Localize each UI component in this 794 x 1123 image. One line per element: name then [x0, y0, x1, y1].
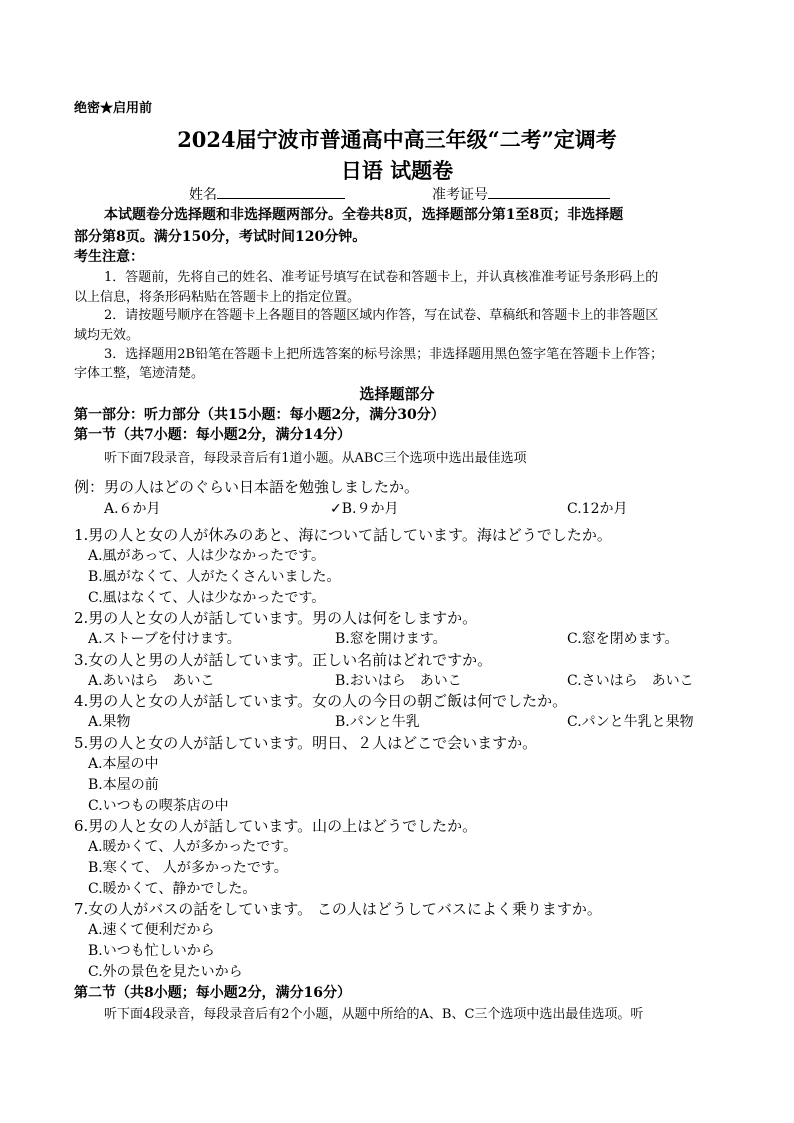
choice-section-title: 选择题部分: [359, 385, 435, 403]
question-1-option-a[interactable]: A.風があって、人は少なかったです。: [88, 548, 326, 564]
question-2-option-c[interactable]: C.窓を閉めます。: [567, 631, 679, 647]
question-7-option-b[interactable]: B.いつも忙しいから: [88, 943, 215, 959]
question-5-option-b[interactable]: B.本屋の前: [88, 777, 159, 793]
notice-item-1-line-2: 以上信息，将条形码粘贴在答题卡上的指定位置。: [74, 290, 361, 305]
notice-item-3-line-2: 字体工整，笔迹清楚。: [74, 366, 205, 381]
intro-line-1: 本试题卷分选择题和非选择题两部分。全卷共8页，选择题部分第1至8页；非选择题: [104, 207, 624, 223]
notice-item-3-line-1: 3．选择题用2B铅笔在答题卡上把所选答案的标号涂黑；非选择题用黑色签字笔在答题卡上作答；: [104, 347, 664, 362]
confidential-label: 绝密★启用前: [74, 101, 153, 116]
question-7: 7.女の人がバスの話をしています。 この人はどうしてバスによく乗りますか。: [74, 900, 602, 918]
sec2-instructions: 听下面4段录音，每段录音后有2个小题，从题中所给的A、B、C三个选项中选出最佳选项。听: [104, 1007, 644, 1022]
question-1-option-b[interactable]: B.風がなくて、人がたくさんいました。: [88, 569, 341, 585]
notice-item-2-line-1: 2．请按题号顺序在答题卡上各题目的答题区域内作答，写在试卷、草稿纸和答题卡上的非答题区: [104, 308, 659, 323]
question-5-option-c[interactable]: C.いつもの喫茶店の中: [88, 798, 229, 814]
name-label: 姓名: [189, 187, 217, 203]
question-4-option-a[interactable]: A.果物: [88, 714, 131, 730]
example-option-a[interactable]: A.６か月: [104, 501, 161, 517]
question-6-option-b[interactable]: B.寒くて、 人が多かったです。: [88, 860, 288, 876]
question-4-option-c[interactable]: C.パンと牛乳と果物: [567, 714, 694, 730]
question-2-option-b[interactable]: B.窓を開けます。: [335, 631, 447, 647]
notice-item-2-line-2: 域均无效。: [74, 328, 140, 343]
question-3-option-a[interactable]: A.あいはら あいこ: [88, 673, 215, 689]
question-3: 3.女の人と男の人が話しています。正しい名前はどれですか。: [74, 651, 493, 669]
sec1-instructions: 听下面7段录音，每段录音后有1道小题。从ABC三个选项中选出最佳选项: [104, 451, 527, 466]
question-7-option-c[interactable]: C.外の景色を見たいから: [88, 964, 243, 980]
question-2-option-a[interactable]: A.ストーブを付けます。: [88, 631, 241, 647]
question-4: 4.男の人と女の人が話しています。女の人の今日の朝ご飯は何でしたか。: [74, 692, 568, 710]
exam-title: 2024届宁波市普通高中高三年级“二考”定调考: [177, 127, 617, 152]
question-4-option-b[interactable]: B.パンと牛乳: [335, 714, 420, 730]
id-label: 准考证号: [432, 187, 488, 203]
question-3-option-c[interactable]: C.さいはら あいこ: [567, 673, 694, 689]
example-question: 例：男の人はどのぐらい日本語を勉強しましたか。: [74, 478, 420, 496]
question-7-option-a[interactable]: A.速くて便利だから: [88, 922, 215, 938]
exam-subtitle: 日语 试题卷: [340, 158, 454, 183]
notice-heading: 考生注意：: [74, 249, 144, 265]
question-3-option-b[interactable]: B.おいはら あいこ: [335, 673, 462, 689]
sec2-heading: 第二节（共8小题；每小题2分，满分16分）: [74, 985, 351, 1001]
id-blank[interactable]: [488, 184, 610, 199]
intro-line-2: 部分第8页。满分150分，考试时间120分钟。: [74, 229, 367, 245]
part1-heading: 第一部分：听力部分（共15小题：每小题2分，满分30分）: [74, 407, 445, 423]
name-blank[interactable]: [217, 184, 345, 199]
question-5-option-a[interactable]: A.本屋の中: [88, 756, 159, 772]
question-6-option-c[interactable]: C.暖かくて、静かでした。: [88, 881, 257, 897]
example-option-c[interactable]: C.12か月: [567, 501, 628, 517]
question-1-option-c[interactable]: C.風はなくて、人は少なかったです。: [88, 590, 326, 606]
example-option-b[interactable]: ✓B.９か月: [330, 501, 399, 517]
question-6-option-a[interactable]: A.暖かくて、人が多かったです。: [88, 839, 298, 855]
sec1-heading: 第一节（共7小题：每小题2分，满分14分）: [74, 427, 351, 443]
question-1: 1.男の人と女の人が休みのあと、海について話しています。海はどうでしたか。: [74, 526, 612, 544]
question-2: 2.男の人と女の人が話しています。男の人は何をしますか。: [74, 609, 478, 627]
question-6: 6.男の人と女の人が話しています。山の上はどうでしたか。: [74, 817, 478, 835]
notice-item-1-line-1: 1．答题前，先将自己的姓名、准考证号填写在试卷和答题卡上，并认真核准准考证号条形码上的: [104, 270, 659, 285]
id-field[interactable]: [432, 184, 610, 204]
question-5: 5.男の人と女の人が話しています。明日、２人はどこで会いますか。: [74, 734, 538, 752]
name-field[interactable]: [189, 184, 345, 204]
